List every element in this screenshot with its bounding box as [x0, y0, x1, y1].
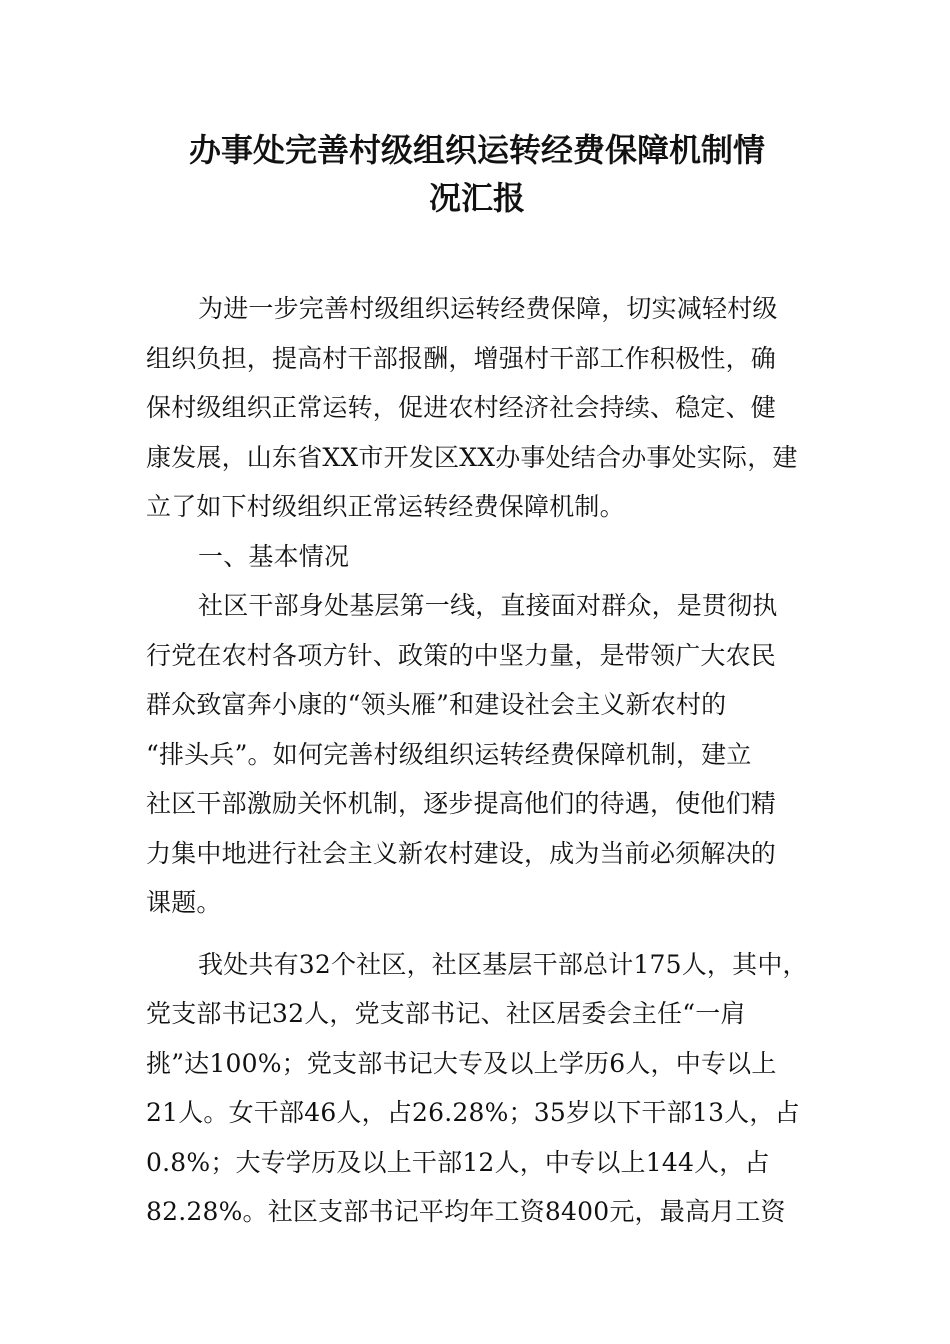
text-line: 21人。女干部46人，占26.28%；35岁以下干部13人，占 — [146, 1098, 800, 1127]
text-line: 我处共有32个社区，社区基层干部总计175人，其中， — [198, 949, 808, 979]
text-line: 行党在农村各项方针、政策的中坚力量，是带领广大农民 — [146, 640, 777, 670]
text-line: 挑”达100%；党支部书记大专及以上学历6人，中专以上 — [146, 1048, 777, 1078]
text-line: 社区干部身处基层第一线，直接面对群众，是贯彻执 — [198, 591, 778, 620]
text-line: 一、基本情况 — [198, 541, 350, 571]
text-line: 0.8%；大专学历及以上干部12人，中专以上144人，占 — [146, 1147, 770, 1177]
document-title — [146, 126, 808, 222]
text-line: 课题。 — [146, 888, 222, 917]
title-line-1: 办事处完善村级组织运转经费保障机制情 — [188, 131, 765, 169]
paragraph-spacer — [146, 928, 808, 940]
text-line: 群众致富奔小康的“领头雁”和建设社会主义新农村的 — [146, 690, 727, 719]
text-line: “排头兵”。如何完善村级组织运转经费保障机制，建立 — [146, 739, 752, 769]
text-line: 82.28%。社区支部书记平均年工资8400元，最高月工资 — [146, 1197, 786, 1226]
section-heading — [146, 532, 808, 582]
document-page — [146, 126, 808, 1237]
text-line: 党支部书记32人，党支部书记、社区居委会主任“一肩 — [146, 999, 746, 1028]
text-line: 立了如下村级组织正常运转经费保障机制。 — [146, 492, 625, 521]
text-line: 保村级组织正常运转，促进农村经济社会持续、稳定、健 — [146, 393, 777, 422]
text-line: 康发展，山东省XX市开发区XX办事处结合办事处实际，建 — [146, 442, 798, 472]
text-line: 为进一步完善村级组织运转经费保障，切实减轻村级 — [198, 294, 778, 323]
text-line: 组织负担，提高村干部报酬，增强村干部工作积极性，确 — [146, 343, 777, 373]
paragraph-cadres — [146, 581, 808, 928]
text-line: 力集中地进行社会主义新农村建设，成为当前必须解决的 — [146, 838, 777, 868]
paragraph-intro — [146, 284, 808, 532]
document-body — [146, 284, 808, 1237]
text-line: 社区干部激励关怀机制，逐步提高他们的待遇，使他们精 — [146, 789, 777, 818]
paragraph-statistics — [146, 940, 808, 1237]
title-line-2: 况汇报 — [428, 179, 525, 217]
